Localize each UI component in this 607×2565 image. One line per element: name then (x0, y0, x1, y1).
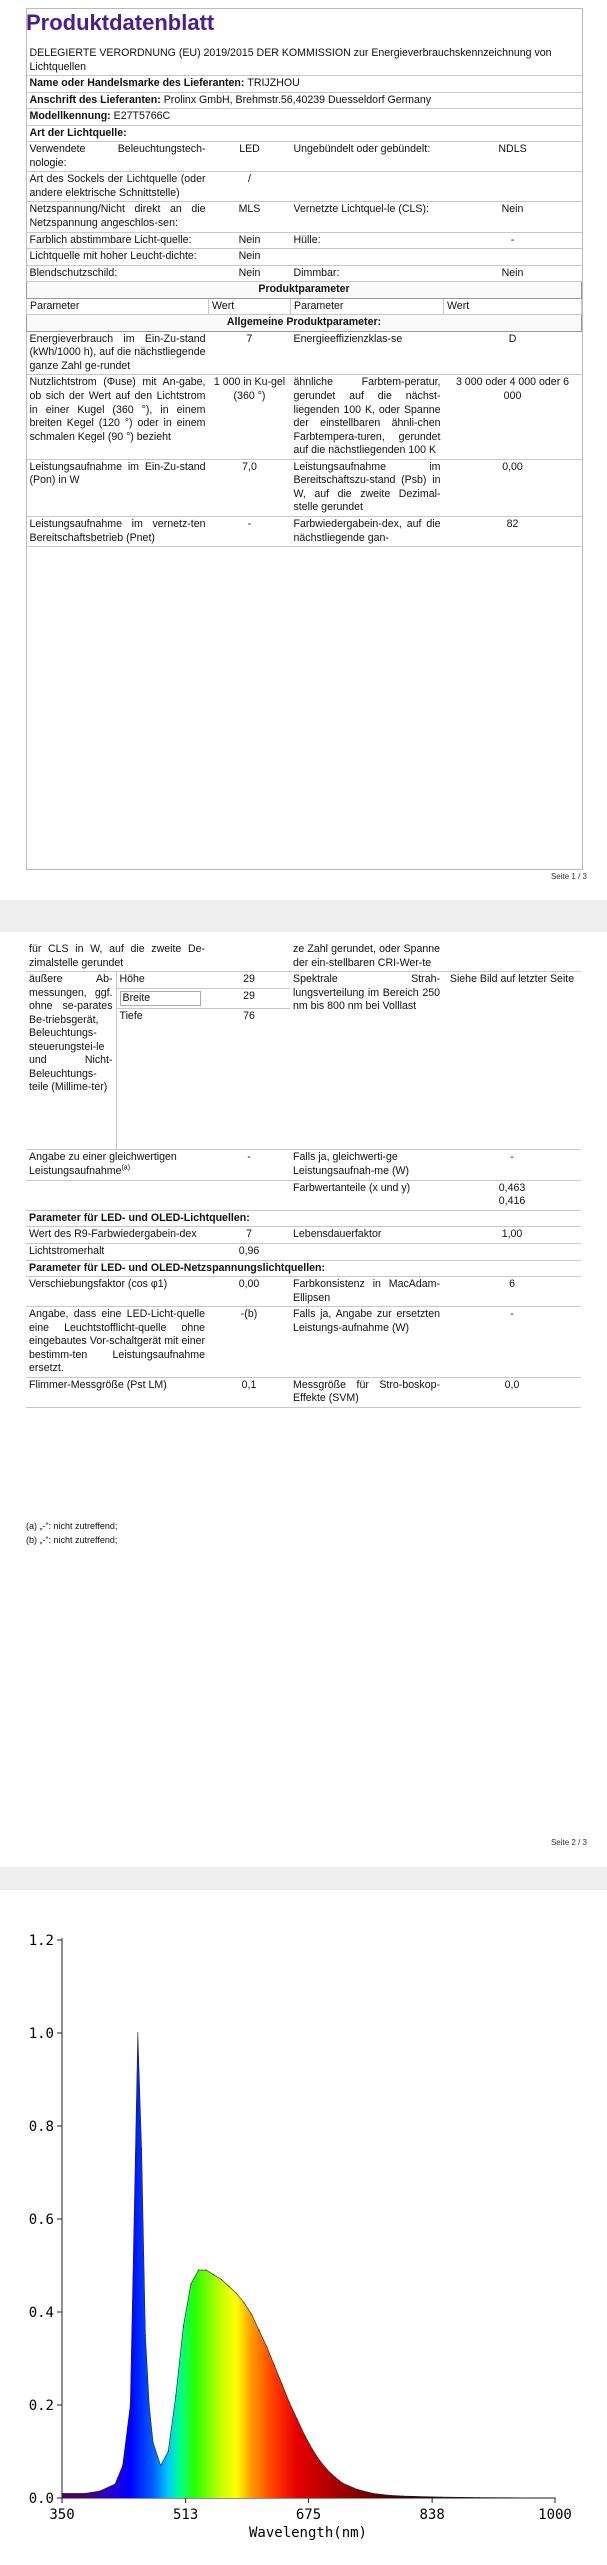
spectrum-data-point (297, 2418, 298, 2419)
table-row (26, 1180, 581, 1210)
param-value (444, 172, 582, 202)
col-header-parameter: Parameter (27, 298, 209, 315)
x-tick-label: 675 (295, 2507, 322, 2523)
param-label (291, 249, 444, 266)
param-label: Farbwiedergabein-dex, auf die nächstliegende gan- (291, 516, 444, 546)
param-value: 7,0 (209, 459, 291, 516)
param-value: 0,1 (208, 1377, 290, 1407)
table-row (27, 142, 582, 172)
param-label: Energieverbrauch im Ein-Zu-stand (kWh/1000 h), auf die nächstliegende ganze Zahl ge-rundet (27, 331, 209, 375)
dim-height-label: Höhe (116, 972, 208, 989)
param-label: Nutzlichtstrom (Φuse) mit An-gabe, ob sich der Wert auf den Lichtstrom in einer Kugel (360 °), in einem breiten Kegel (120 °) oder in einem schmalen Kegel (90 °) bezieht (27, 375, 209, 459)
param-label: Energieeffizienzklas-se (291, 331, 444, 375)
spectrum-data-point (312, 2449, 313, 2450)
param-value: Nein (209, 249, 291, 266)
dim-depth-value: 76 (208, 1009, 290, 1150)
param-label: Ungebündelt oder gebündelt: (291, 142, 444, 172)
param-label: Flimmer-Messgröße (Pst LM) (26, 1377, 208, 1407)
page-separator (0, 900, 607, 932)
cell (208, 942, 290, 972)
spectrum-data-point (190, 2284, 191, 2285)
spectrum-data-point (183, 2325, 184, 2326)
table-row (27, 172, 582, 202)
section-product-parameters: Produktparameter (27, 282, 582, 299)
param-label: Lebensdauerfaktor (290, 1227, 443, 1244)
param-value: - (444, 232, 582, 249)
model-row (27, 109, 582, 126)
regulation-text: DELEGIERTE VERORDNUNG (EU) 2019/2015 DER KOMMISSION zur Energieverbrauchskennzeichnung von Lichtquellen (27, 46, 582, 76)
equiv-label: Angabe zu einer gleichwertigen Leistungsaufnahme$^{(a)}$ (29, 1151, 177, 1178)
dim-width-value: 29 (208, 988, 290, 1009)
spectrum-data-point (175, 2395, 176, 2396)
spectrum-data-point (388, 2495, 389, 2496)
spectrum-data-point (130, 2404, 131, 2405)
spectrum-data-point (141, 2149, 142, 2150)
datasheet-page-3 (0, 1890, 607, 2560)
param-value: Nein (444, 265, 582, 282)
spectrum-data-point (372, 2493, 373, 2494)
param-value: / (209, 172, 291, 202)
spectrum-data-point (137, 2032, 138, 2033)
table-row (27, 516, 582, 546)
spectral-label: Spektrale Strah-lungsverteilung im Bereich 250 nm bis 800 nm bei Volllast (290, 972, 443, 1150)
cell: Falls ja, gleichwerti-ge Leistungsaufnah-me (W) (290, 1150, 443, 1181)
table-row-dimensions (26, 972, 581, 989)
spectrum-data-point (342, 2483, 343, 2484)
param-value: - (443, 1307, 581, 1378)
param-value: 82 (444, 516, 582, 546)
col-header-value: Wert (209, 298, 291, 315)
cell (443, 942, 581, 972)
spectrum-data-point (145, 2335, 146, 2336)
col-header-parameter: Parameter (291, 298, 444, 315)
param-label: Art des Sockels der Lichtquelle (oder andere elektrische Schnittstelle) (27, 172, 209, 202)
param-label: Wert des R9-Farbwiedergabein-dex (26, 1227, 208, 1244)
y-tick-label: 0.2 (28, 2398, 54, 2414)
param-value: 3 000 oder 4 000 oder 6 000 (444, 375, 582, 459)
param-label: Farblich abstimmbare Licht-quelle: (27, 232, 209, 249)
table-row (27, 459, 582, 516)
param-value: - (209, 516, 291, 546)
param-label: ähnliche Farbtem-peratur, gerundet auf die nächst-liegenden 100 K, oder Spanne der einstellbaren ähnli-chen Farbtempera-turen, gerundet auf die nächstliegenden 100 K (291, 375, 444, 459)
table-row (26, 1307, 581, 1378)
section-led-parameters: Parameter für LED- und OLED-Lichtquellen: (26, 1210, 581, 1227)
param-label: Verschiebungsfaktor (cos φ1) (26, 1277, 208, 1307)
datasheet-table-continued (26, 942, 581, 1408)
spectrum-data-point (259, 2330, 260, 2331)
spectral-value: Siehe Bild auf letzter Seite (443, 972, 581, 1150)
spectrum-fill (62, 2033, 555, 2498)
spectrum-data-point (327, 2470, 328, 2471)
cell (208, 1180, 290, 1210)
dim-width-label-text: Breite (120, 991, 201, 1007)
section-mains-parameters: Parameter für LED- und OLED-Netzspannungslichtquellen: (26, 1260, 581, 1277)
spectrum-data-point (334, 2476, 335, 2477)
dimensions-label: äußere Ab-messungen, ggf. ohne se-parates Be-triebsgerät, Beleuchtungs-steuerungstei-le und Nicht-Beleuchtungs-teile (Millime-ter) (26, 972, 116, 1150)
spectrum-chart (0, 1890, 607, 2560)
param-value: 6 (443, 1277, 581, 1307)
cell (26, 1180, 208, 1210)
param-value: Nein (444, 202, 582, 232)
spectrum-data-point (152, 2442, 153, 2443)
chromaticity-value: 0,463 0,416 (443, 1180, 581, 1210)
datasheet-table (26, 46, 582, 547)
table-row (26, 942, 581, 972)
spectrum-data-point (319, 2460, 320, 2461)
param-value: 1 000 in Ku-gel (360 °) (209, 375, 291, 459)
spectrum-data-point (251, 2314, 252, 2315)
spectrum-data-point (357, 2489, 358, 2490)
spectrum-data-point (266, 2346, 267, 2347)
spectrum-data-point (441, 2496, 442, 2497)
spectrum-data-point (554, 2497, 555, 2498)
spectrum-data-point (228, 2286, 229, 2287)
param-label: Leistungsaufnahme im Ein-Zu-stand (Pon) in W (27, 459, 209, 516)
dim-depth-label: Tiefe (116, 1009, 208, 1150)
table-row (27, 331, 582, 375)
spectrum-data-point (274, 2365, 275, 2366)
spectrum-data-point (168, 2451, 169, 2452)
param-label: Lichtstromerhalt (26, 1244, 208, 1261)
footnote-b: (b) „-“: nicht zutreffend; (26, 1534, 118, 1545)
page-separator (0, 1867, 607, 1890)
cell (26, 1150, 208, 1181)
param-value: 0,0 (443, 1377, 581, 1407)
param-label: Dimmbar: (291, 265, 444, 282)
table-row (27, 265, 582, 282)
spectrum-data-point (122, 2465, 123, 2466)
y-tick-label: 1.0 (28, 2026, 54, 2042)
section-general-parameters: Allgemeine Produktparameter: (27, 315, 582, 332)
spectrum-data-point (479, 2497, 480, 2498)
param-value: Nein (209, 232, 291, 249)
spectrum-data-point (149, 2404, 150, 2405)
x-tick-label: 350 (49, 2507, 75, 2523)
param-value: Nein (209, 265, 291, 282)
spectrum-data-point (403, 2496, 404, 2497)
cell: für CLS in W, auf die zweite De-zimalstelle gerundet (26, 942, 208, 972)
param-value: MLS (209, 202, 291, 232)
x-tick-label: 1000 (538, 2507, 572, 2523)
spectrum-data-point (84, 2493, 85, 2494)
table-row (26, 1377, 581, 1407)
cell: ze Zahl gerundet, oder Spanne der ein-stellbaren CRI-Wer-te (290, 942, 443, 972)
param-value: 1,00 (443, 1227, 581, 1244)
param-label: Falls ja, Angabe zur ersetzten Leistungs-aufnahme (W) (290, 1307, 443, 1378)
param-label (290, 1244, 443, 1261)
spectrum-data-point (198, 2270, 199, 2271)
spectrum-data-point (236, 2293, 237, 2294)
spectrum-data-point (61, 2493, 62, 2494)
y-tick-label: 0.6 (28, 2212, 54, 2228)
param-value: 7 (208, 1227, 290, 1244)
cell: - (443, 1150, 581, 1181)
table-row (27, 202, 582, 232)
param-label: Vernetzte Lichtquel-le (CLS): (291, 202, 444, 232)
param-label: Farbkonsistenz in MacAdam-Ellipsen (290, 1277, 443, 1307)
table-row (26, 1150, 581, 1181)
model-label: Modellkennung: (29, 110, 111, 123)
param-label: Hülle: (291, 232, 444, 249)
param-label: Netzspannung/Nicht direkt an die Netzspannung angeschlos-sen: (27, 202, 209, 232)
spectrum-data-point (114, 2483, 115, 2484)
param-value: LED (209, 142, 291, 172)
param-value: 0,96 (208, 1244, 290, 1261)
footnote-a: (a) „-“: nicht zutreffend; (26, 1521, 118, 1531)
param-label: Lichtquelle mit hoher Leucht-dichte: (27, 249, 209, 266)
spectrum-data-point (160, 2465, 161, 2466)
spectrum-data-point (221, 2279, 222, 2280)
y-tick-label: 0.0 (28, 2491, 54, 2507)
table-row (26, 1277, 581, 1307)
spectrum-data-point (206, 2270, 207, 2271)
datasheet-page-1 (0, 0, 607, 900)
col-header-value: Wert (444, 298, 582, 315)
dim-width-label (116, 988, 208, 1009)
table-row (26, 1244, 581, 1261)
param-value: NDLS (444, 142, 582, 172)
param-value: 7 (209, 331, 291, 375)
spectrum-data-point (304, 2435, 305, 2436)
param-value: 0,00 (208, 1277, 290, 1307)
datasheet-page-2 (0, 932, 607, 1867)
spectrum-data-point (133, 2218, 134, 2219)
dim-height-value: 29 (208, 972, 290, 989)
param-label: Leistungsaufnahme im vernetz-ten Bereitschaftsbetrieb (Pnet) (27, 516, 209, 546)
trademark-value: TRIJZHOU (247, 77, 300, 90)
param-label (291, 172, 444, 202)
spectrum-data-point (281, 2383, 282, 2384)
table-row (26, 1227, 581, 1244)
page-title: Produktdatenblatt (26, 10, 215, 35)
param-value (444, 249, 582, 266)
param-label: Messgröße für Stro-boskop-Effekte (SVM) (290, 1377, 443, 1407)
address-value: Prolinx GmbH, Brehmstr.56,40239 Duesseldorf Germany (163, 93, 432, 106)
page-number: Seite 1 / 3 (550, 872, 587, 881)
trademark-label: Name oder Handelsmarke des Lieferanten: (29, 77, 245, 90)
table-row (27, 249, 582, 266)
param-value (443, 1244, 581, 1261)
address-row (27, 92, 582, 109)
x-axis-label: Wavelength(nm) (248, 2525, 368, 2541)
spectrum-data-point (213, 2274, 214, 2275)
y-tick-label: 1.2 (28, 1933, 54, 1949)
table-row (27, 232, 582, 249)
spectrum-data-point (243, 2302, 244, 2303)
param-value: D (444, 331, 582, 375)
table-row (27, 375, 582, 459)
cell: Farbwertanteile (x und y) (290, 1180, 443, 1210)
page-number: Seite 2 / 3 (550, 1838, 587, 1847)
x-tick-label: 513 (172, 2507, 199, 2523)
param-label: Angabe, dass eine LED-Licht-quelle eine Leuchtstofflicht-quelle ohne eingebautes Vor-schaltgerät mit einer bestimm-ten Leistungsaufnahme ersetzt. (26, 1307, 208, 1378)
param-label: Verwendete Beleuchtungstech-nologie: (27, 142, 209, 172)
type-heading: Art der Lichtquelle: (27, 125, 582, 142)
spectrum-data-point (99, 2490, 100, 2491)
x-tick-label: 838 (419, 2507, 445, 2523)
footnotes (26, 1520, 117, 1547)
trademark-row (27, 76, 582, 93)
param-value: 0,00 (444, 459, 582, 516)
param-label: Blendschutzschild: (27, 265, 209, 282)
y-tick-label: 0.8 (28, 2119, 54, 2135)
address-label: Anschrift des Lieferanten: (29, 93, 161, 106)
y-tick-label: 0.4 (28, 2305, 54, 2321)
cell: - (208, 1150, 290, 1181)
param-label: Leistungsaufnahme im Bereitschaftszu-stand (Psb) in W, auf die zweite Dezimal-stelle gerundet (291, 459, 444, 516)
model-value: E27T5766C (113, 110, 171, 123)
spectrum-data-point (289, 2402, 290, 2403)
param-value: -(b) (208, 1307, 290, 1378)
